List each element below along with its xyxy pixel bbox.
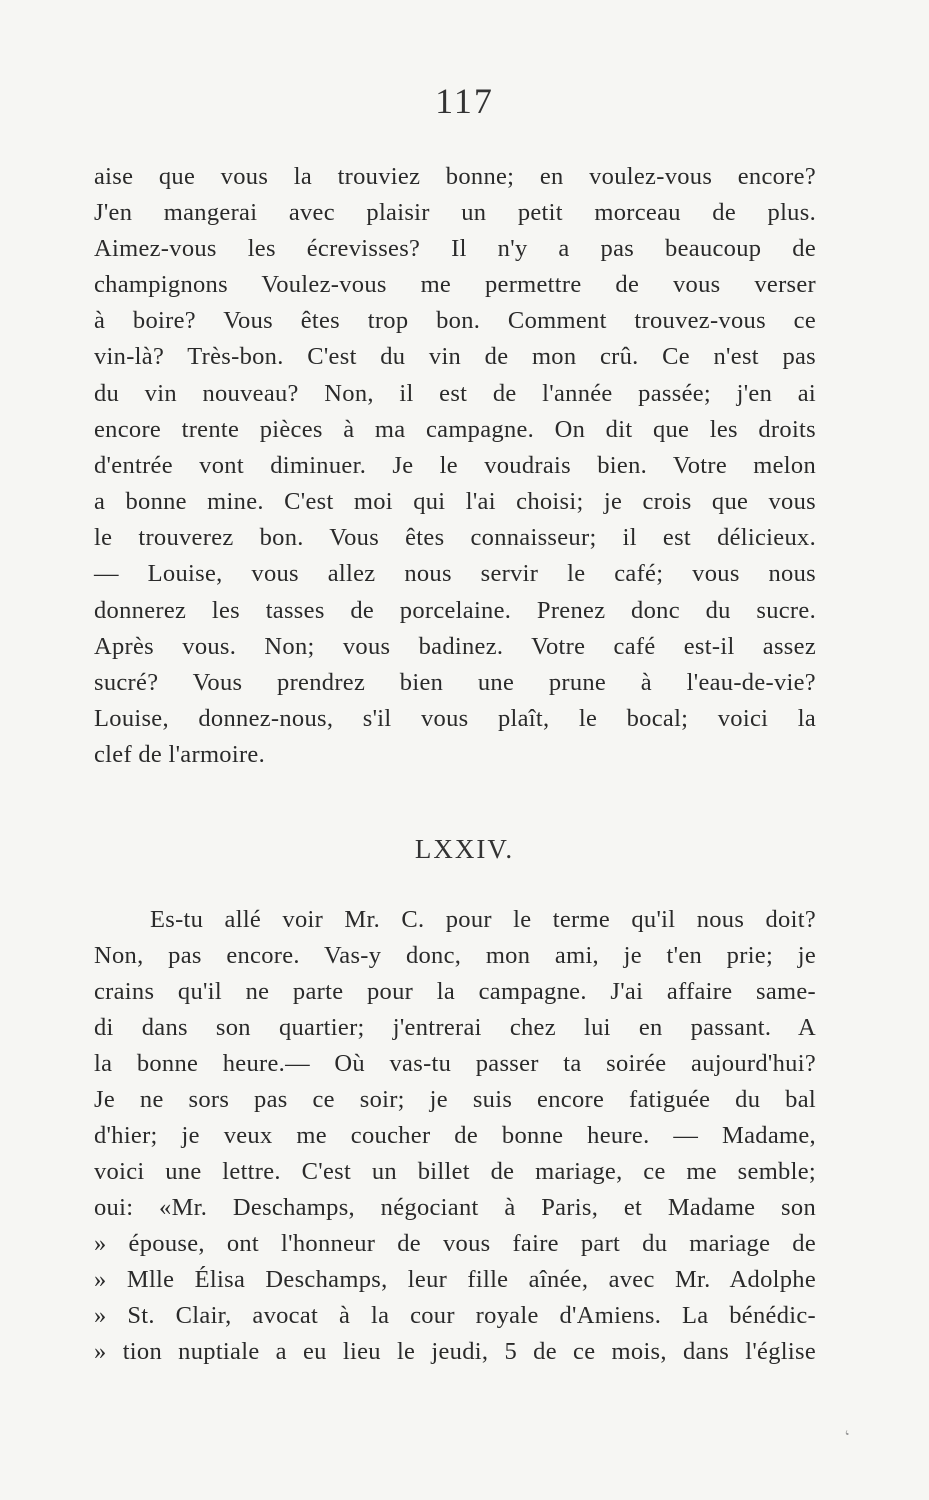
text-line: » tion nuptiale a eu lieu le jeudi, 5 de ce mois, dans l'église <box>94 1338 816 1365</box>
text-line: le trouverez bon. Vous êtes connaisseur; il est délicieux. <box>94 524 816 551</box>
text-line: voici une lettre. C'est un billet de mariage, ce me semble; <box>94 1158 816 1185</box>
text-line: aise que vous la trouviez bonne; en voulez-vous encore? <box>94 163 816 190</box>
text-line: vin-là? Très-bon. C'est du vin de mon crû. Ce n'est pas <box>94 343 816 370</box>
text-line: » St. Clair, avocat à la cour royale d'Amiens. La bénédic- <box>94 1302 816 1329</box>
section-heading: LXXIV. <box>414 834 515 864</box>
text-line: la bonne heure.— Où vas-tu passer ta soirée aujourd'hui? <box>94 1050 816 1077</box>
text-line: Non, pas encore. Vas-y donc, mon ami, je t'en prie; je <box>94 942 816 969</box>
text-line: J'en mangerai avec plaisir un petit morceau de plus. <box>94 199 816 226</box>
text-line: sucré? Vous prendrez bien une prune à l'eau-de-vie? <box>94 669 816 696</box>
page-number: 117 <box>435 81 494 121</box>
text-line: Je ne sors pas ce soir; je suis encore fatiguée du bal <box>94 1086 816 1113</box>
text-line: champignons Voulez-vous me permettre de vous verser <box>94 271 816 298</box>
text-line: » Mlle Élisa Deschamps, leur fille aînée, avec Mr. Adolphe <box>94 1266 816 1293</box>
text-line: di dans son quartier; j'entrerai chez lui en passant. A <box>94 1014 816 1041</box>
text-line: Aimez-vous les écrevisses? Il n'y a pas beaucoup de <box>94 235 816 262</box>
text-line: — Louise, vous allez nous servir le café; vous nous <box>94 560 816 587</box>
stray-ink-mark: ‘ <box>841 1425 857 1447</box>
text-line: Après vous. Non; vous badinez. Votre café est-il assez <box>94 633 816 660</box>
text-line: à boire? Vous êtes trop bon. Comment trouvez-vous ce <box>94 307 816 334</box>
text-line: crains qu'il ne parte pour la campagne. J'ai affaire same- <box>94 978 816 1005</box>
text-line: a bonne mine. C'est moi qui l'ai choisi; je crois que vous <box>94 488 816 515</box>
text-line: » épouse, ont l'honneur de vous faire part du mariage de <box>94 1230 816 1257</box>
text-line: d'hier; je veux me coucher de bonne heure. — Madame, <box>94 1122 816 1149</box>
text-line: d'entrée vont diminuer. Je le voudrais bien. Votre melon <box>94 452 816 479</box>
text-line: oui: «Mr. Deschamps, négociant à Paris, et Madame son <box>94 1194 816 1221</box>
text-line: clef de l'armoire. <box>94 741 266 768</box>
text-line: encore trente pièces à ma campagne. On dit que les droits <box>94 416 816 443</box>
text-line: Es-tu allé voir Mr. C. pour le terme qu'il nous doit? <box>150 906 816 933</box>
text-line: du vin nouveau? Non, il est de l'année passée; j'en ai <box>94 380 816 407</box>
text-line: donnerez les tasses de porcelaine. Prenez donc du sucre. <box>94 597 816 624</box>
text-line: Louise, donnez-nous, s'il vous plaît, le bocal; voici la <box>94 705 816 732</box>
